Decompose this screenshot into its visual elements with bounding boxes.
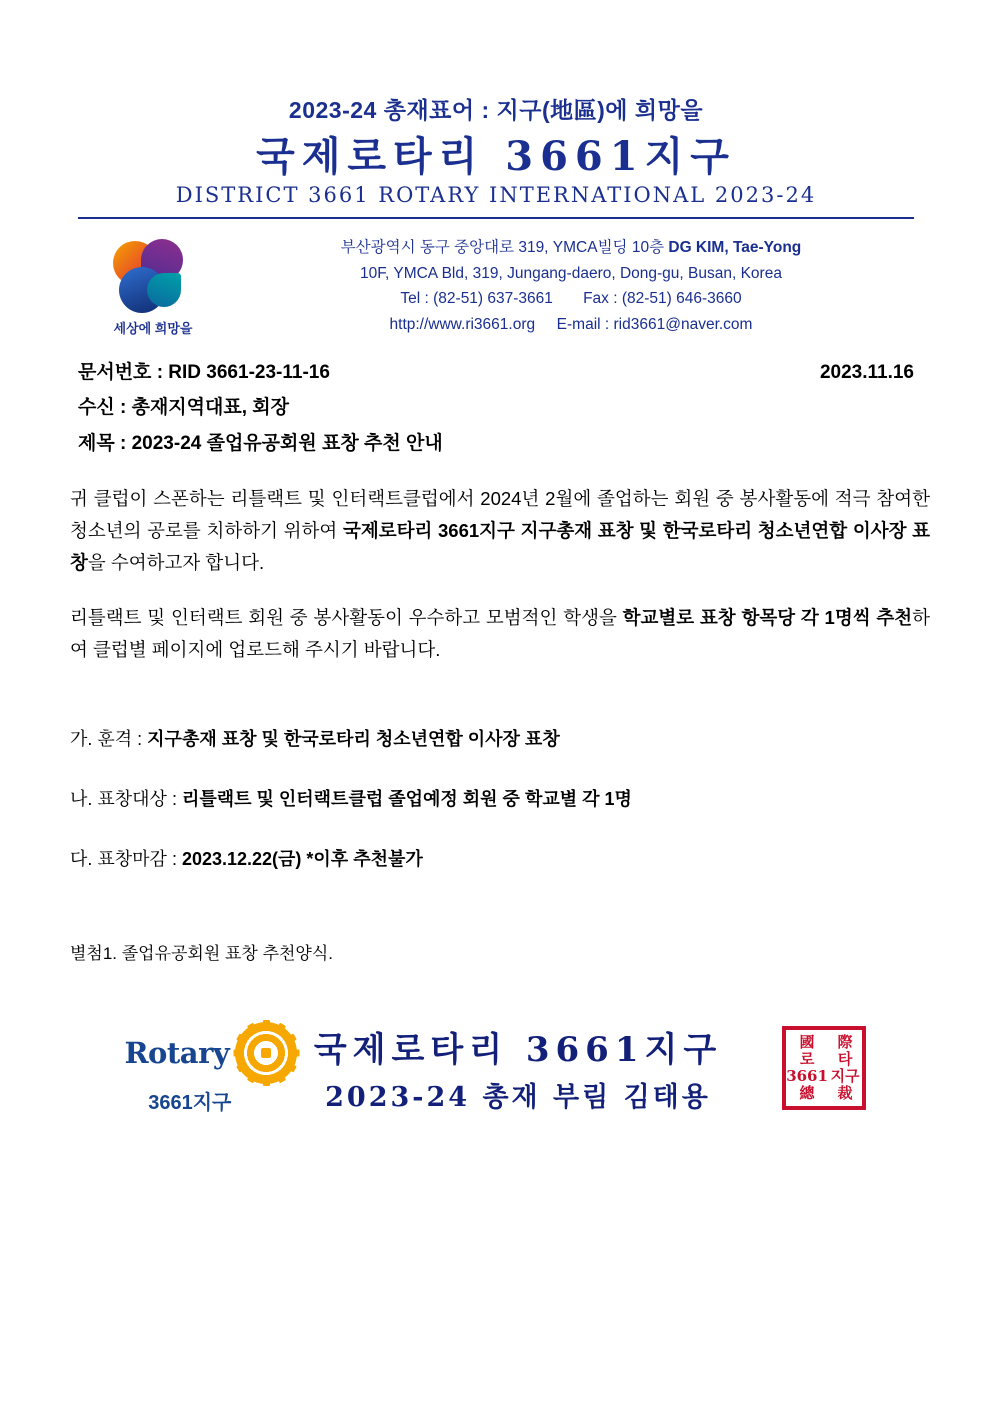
district-title-english: DISTRICT 3661 ROTARY INTERNATIONAL 2023-24 bbox=[175, 183, 817, 207]
seal-char-6: 總 bbox=[799, 1084, 815, 1103]
official-seal bbox=[782, 1026, 866, 1110]
signature-governor-line: 2023-24 총재 부림 김태용 bbox=[325, 1082, 711, 1114]
seal-char-0: 國 bbox=[799, 1032, 815, 1051]
body-p2-part1: 리틀랙트 및 인터랙트 회원 중 봉사활동이 우수하고 모범적인 학생을 bbox=[70, 606, 623, 628]
item-2-value: 2023.12.22(금) *이후 추천불가 bbox=[181, 848, 423, 869]
item-0-label: 가. 훈격 : bbox=[70, 728, 148, 749]
governor-name: DG KIM, Tae-Yong bbox=[668, 239, 802, 256]
body-paragraph-2 bbox=[70, 602, 930, 667]
signature-district-line: 국제로타리 3661지구 bbox=[313, 1030, 723, 1071]
list-item bbox=[70, 845, 922, 871]
letterhead-contact-block bbox=[0, 219, 992, 337]
hope-swirl-icon bbox=[107, 237, 199, 315]
body-p1-part1: 귀 클럽이 스폰하는 리틀랙트 및 인터랙트클럽에서 2024년 2월에 졸업하는 회원 중 봉사활동에 적극 참여한 청소년의 공로를 치하하기 위하여 bbox=[70, 487, 930, 542]
document-body bbox=[0, 461, 992, 667]
contact-details bbox=[228, 233, 914, 337]
rotary-district-label: 3661지구 bbox=[148, 1091, 232, 1114]
email-address[interactable]: E-mail : rid3661@naver.com bbox=[556, 315, 753, 333]
item-1-label: 나. 표창대상 : bbox=[70, 788, 182, 809]
district-logo bbox=[78, 233, 228, 337]
document-date: 2023.11.16 bbox=[819, 362, 914, 384]
body-paragraph-1 bbox=[70, 483, 930, 580]
signature-text bbox=[314, 1022, 722, 1114]
document-subject: 제목 : 2023-24 졸업유공회원 표창 추천 안내 bbox=[78, 432, 443, 454]
body-p2-part3: 하여 클럽별 페이지에 업로드해 주시기 바랍니다. bbox=[70, 606, 930, 661]
item-2-label: 다. 표창마감 : bbox=[70, 848, 182, 869]
seal-char-7: 裁 bbox=[837, 1084, 853, 1103]
seal-char-4: 3661 bbox=[786, 1067, 828, 1086]
seal-char-2: 로 bbox=[799, 1049, 815, 1068]
fax: Fax : (82-51) 646-3660 bbox=[583, 290, 742, 308]
body-p1-part3: 을 수여하고자 합니다. bbox=[87, 552, 265, 574]
body-p2-emphasis: 학교별로 표창 항목당 각 1명씩 추천 bbox=[622, 606, 913, 628]
detail-item-list bbox=[0, 689, 992, 871]
list-item bbox=[70, 725, 922, 751]
logo-caption: 세상에 희망을 bbox=[113, 321, 193, 336]
rotary-logo bbox=[126, 1022, 296, 1115]
document-number: 문서번호 : RID 3661-23-11-16 bbox=[78, 362, 330, 384]
district-title-korean: 국제로타리 3661지구 bbox=[256, 133, 736, 180]
address-korean: 부산광역시 동구 중앙대로 319, YMCA빌딩 10층 bbox=[340, 239, 665, 256]
telephone: Tel : (82-51) 637-3661 bbox=[400, 290, 553, 308]
list-item bbox=[70, 785, 922, 811]
document-recipient: 수신 : 총재지역대표, 회장 bbox=[78, 397, 289, 419]
attachment-note: 별첨1. 졸업유공회원 표창 추천양식. bbox=[70, 943, 333, 963]
signature-block bbox=[0, 964, 992, 1115]
rotary-wordmark: Rotary bbox=[124, 1035, 230, 1070]
seal-char-5: 지구 bbox=[830, 1067, 860, 1086]
item-1-value: 리틀랙트 및 인터랙트클럽 졸업예정 회원 중 학교별 각 1명 bbox=[181, 788, 632, 809]
letterhead-header bbox=[0, 0, 992, 219]
body-p1-emphasis: 국제로타리 3661지구 지구총재 표창 및 한국로타리 청소년연합 이사장 표창 bbox=[70, 520, 930, 574]
seal-char-3: 타 bbox=[837, 1049, 853, 1068]
address-english: 10F, YMCA Bld, 319, Jungang-daero, Dong-gu, Busan, Korea bbox=[360, 264, 782, 282]
rotary-wheel-icon bbox=[235, 1022, 297, 1084]
item-0-value: 지구총재 표창 및 한국로타리 청소년연합 이사장 표창 bbox=[147, 728, 560, 749]
seal-char-1: 際 bbox=[837, 1032, 853, 1051]
document-meta bbox=[0, 337, 992, 460]
website-url[interactable]: http://www.ri3661.org bbox=[389, 315, 536, 333]
district-slogan: 2023-24 총재표어 : 지구(地區)에 희망을 bbox=[288, 97, 704, 123]
